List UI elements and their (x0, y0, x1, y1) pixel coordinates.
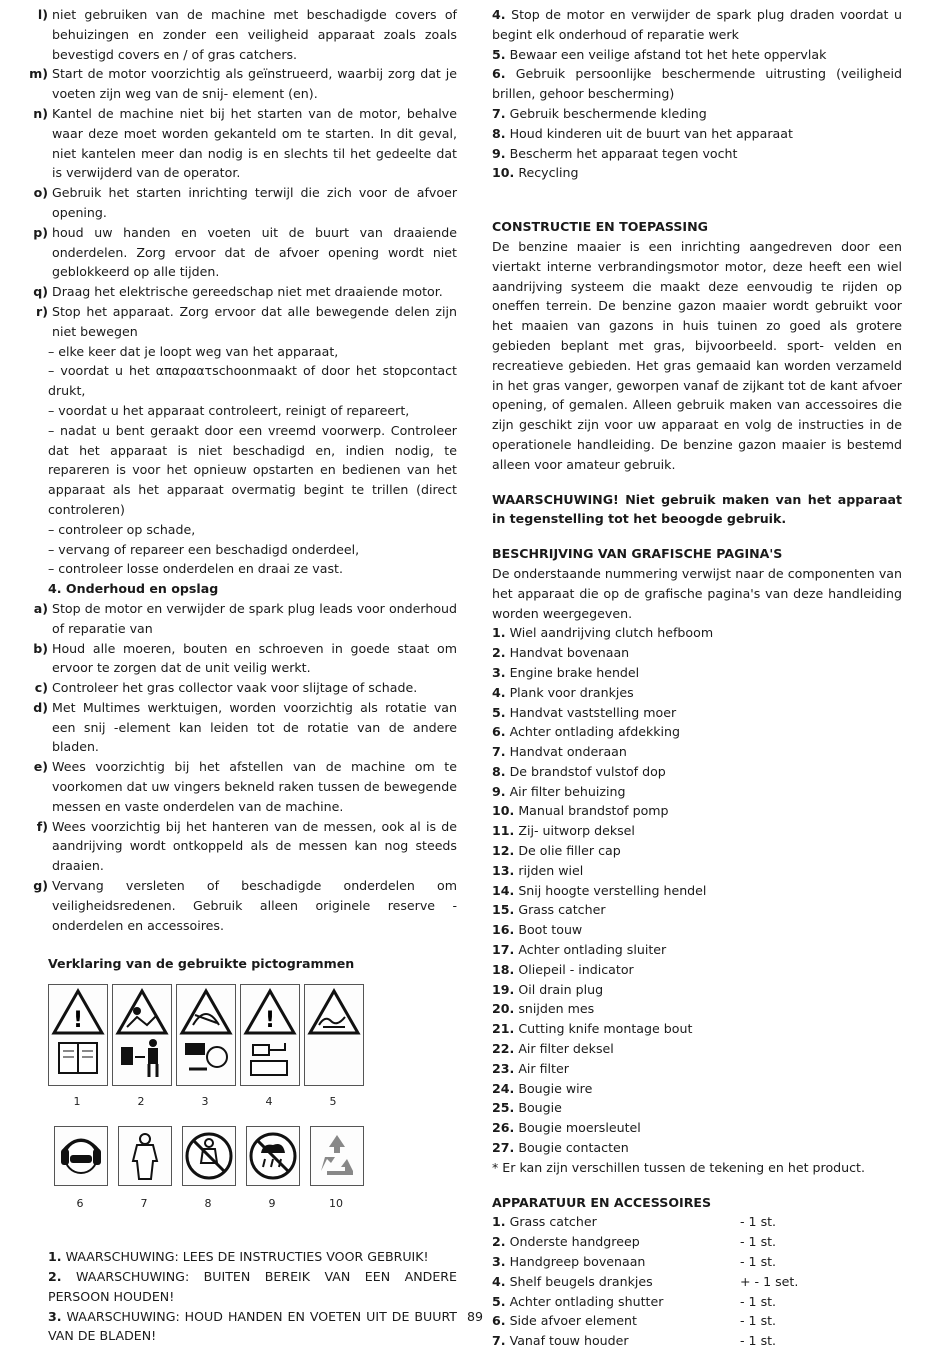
item-number: 4. (492, 7, 506, 22)
safety-item (22, 104, 457, 183)
maintenance-item (22, 757, 457, 816)
item-number: 1. (48, 1249, 62, 1265)
warning-text: WAARSCHUWING! Niet gebruik maken van het apparaat in tegenstelling tot het beoogde gebruik. (492, 491, 902, 527)
component-item (492, 980, 902, 1000)
item-label: r) (36, 303, 48, 319)
item-number: 9. (492, 783, 506, 799)
item-number: 6. (492, 66, 506, 82)
item-text: Stop de motor en verwijder de spark plug leads voor onderhoud of reparatie van (52, 600, 457, 636)
safety-item (22, 183, 457, 223)
accessories-title: APPARATUUR EN ACCESSOIRES (492, 1194, 712, 1210)
sublist-line: – elke keer dat je loopt weg van het apparaat, (48, 343, 339, 359)
component-item (492, 841, 902, 861)
item-text: Controleer het gras collector vaak voor slijtage of schade. (52, 680, 418, 696)
item-text: WAARSCHUWING: BUITEN BEREIK VAN EEN ANDERE PERSOON HOUDEN! (48, 1269, 457, 1304)
page-number: 89 (466, 1309, 484, 1324)
pictogram-explanation (48, 1247, 457, 1267)
item-number: 16. (492, 922, 515, 938)
svg-text:!: ! (264, 1008, 276, 1034)
accessory-name (492, 1212, 740, 1232)
item-text: Oil drain plug (514, 981, 604, 997)
pictogram-title: Verklaring van de gebruikte pictogrammen (48, 956, 355, 972)
item-text: houd uw handen en voeten uit de buurt van draaiende onderdelen. Zorg ervoor dat de afvoer opening wordt niet geblokkeerd op alle tijden. (52, 224, 457, 280)
item-text: Air filter behuizing (505, 783, 626, 799)
item-text: Houd alle moeren, bouten en schroeven in goede staat om ervoor te zorgen dat de unit veilig werkt. (52, 640, 457, 676)
pictogram-explanation (492, 45, 902, 65)
safety-item (22, 5, 457, 64)
maintenance-item (22, 876, 457, 935)
pictogram-explanation (492, 5, 902, 45)
component-item (492, 1039, 902, 1059)
item-number: 22. (492, 1041, 515, 1057)
item-number: 20. (492, 1001, 515, 1017)
accessory-name (492, 1272, 740, 1292)
component-item (492, 801, 902, 821)
item-text: Air filter (514, 1060, 569, 1076)
graphics-title: BESCHRIJVING VAN GRAFISCHE PAGINA'S (492, 546, 783, 562)
item-number: 25. (492, 1100, 515, 1116)
maintenance-item (22, 599, 457, 639)
svg-text:!: ! (72, 1008, 84, 1034)
accessory-qty: - 1 st. (740, 1293, 777, 1309)
item-number: 26. (492, 1120, 515, 1136)
item-text: Manual brandstof pomp (514, 803, 669, 819)
safety-item (22, 223, 457, 282)
item-text: Engine brake hendel (505, 664, 640, 680)
accessory-qty: - 1 st. (740, 1333, 777, 1349)
item-text: snijden mes (514, 1001, 595, 1017)
item-text: Stop de motor en verwijder de spark plug draden voordat u begint elk onderhoud of reparatie werk (492, 7, 902, 42)
component-item (492, 1019, 902, 1039)
item-number: 8. (492, 763, 506, 779)
accessory-row (492, 1212, 902, 1232)
item-text: Air filter deksel (514, 1041, 614, 1057)
item-number: 12. (492, 843, 515, 859)
item-label: m) (29, 66, 48, 82)
component-item (492, 1098, 902, 1118)
pictogram-explanation (492, 144, 902, 164)
item-text: Handvat vaststelling moer (505, 704, 677, 720)
sublist-line: – voordat u het απαραατschoonmaakt of door het stopcontact drukt, (48, 363, 457, 399)
components-note: * Er kan zijn verschillen tussen de tekening en het product. (492, 1159, 865, 1175)
pictogram-number: 8 (204, 1197, 212, 1211)
accessory-name (492, 1331, 740, 1351)
item-label: c) (34, 680, 48, 696)
sublist-line: – vervang of repareer een beschadigd onderdeel, (48, 541, 360, 557)
item-number: 5. (492, 1293, 506, 1309)
component-item (492, 881, 902, 901)
pictogram-explanation (492, 163, 902, 183)
component-item (492, 940, 902, 960)
maintenance-item (22, 698, 457, 757)
item-text: Wiel aandrijving clutch hefboom (505, 625, 714, 641)
item-text: Bougie wire (514, 1080, 593, 1096)
graphics-intro: De onderstaande nummering verwijst naar de componenten van het apparaat die op de grafische pagina's van deze handleiding worden weergegeven. (492, 565, 902, 621)
item-text: Plank voor drankjes (505, 684, 634, 700)
item-number: 1. (492, 625, 506, 641)
item-number: 13. (492, 862, 515, 878)
construction-title: CONSTRUCTIE EN TOEPASSING (492, 219, 708, 235)
component-item (492, 703, 902, 723)
accessory-name (492, 1252, 740, 1272)
item-number: 5. (492, 704, 506, 720)
construction-text: De benzine maaier is een inrichting aangedreven door een viertakt interne verbrandingsmotor motor, deze heeft een wiel aandrijving systeem die maakt deze eenvoudig te rijden op oneffen terrein. De benzine gazon maaier wordt gebruikt voor het maaien van gazons in huis tuinen zo goed als grotere gebieden beplant met gras, bijvoorbeeld. sport- velden en recreatieve gebieden. Het gras gemaaid kan worden verzameld in het gras vanger, geworpen vanaf de zijkant tot de kant afvoer opening, of gemalen. Alleen gebruik maken van accessoires die zijn geschikt zijn voor uw apparaat en volg de instructies in de operationele handleiding. De benzine gazon maaier is bestemd alleen voor amateur gebruik. (492, 238, 902, 472)
item-number: 3. (492, 1254, 506, 1270)
component-item (492, 1079, 902, 1099)
component-item (492, 623, 902, 643)
item-text: Bewaar een veilige afstand tot het hete oppervlak (505, 46, 827, 62)
pictogram-number: 3 (201, 1095, 209, 1109)
pictogram-number: 10 (329, 1197, 343, 1211)
stop-device-sublist (22, 342, 457, 580)
item-label: p) (33, 224, 48, 240)
pictogram-explanation (492, 104, 902, 124)
component-item (492, 920, 902, 940)
item-text: Draag het elektrische gereedschap niet met draaiende motor. (52, 284, 443, 300)
item-label: d) (33, 699, 48, 715)
protective-clothing-icon (118, 1126, 172, 1186)
item-text: Snij hoogte verstelling hendel (514, 882, 707, 898)
item-text: De brandstof vulstof dop (505, 763, 666, 779)
safety-item (22, 64, 457, 104)
item-text: Wees voorzichtig bij het afstellen van de machine om te voorkomen dat uw vingers bekneld raken tussen de bewegende messen en vaste onderdelen van de machine. (52, 759, 457, 814)
item-text: Kantel de machine niet bij het starten van de motor, behalve waar deze moet worden gekanteld om te starten. In dit geval, niet kantelen meer dan nodig is en slechts til het gedeelte dat is verwijderd van de operator. (52, 105, 457, 181)
safety-item (22, 282, 457, 302)
accessory-qty: - 1 st. (740, 1214, 777, 1230)
item-number: 10. (492, 803, 515, 819)
pictogram-number: 4 (265, 1095, 273, 1109)
item-text: niet gebruiken van de machine met beschadigde covers of behuizingen en zonder een veiligheid apparaat zoals zoals bevestigd covers en / of gras catchers. (52, 7, 457, 62)
item-number: 6. (492, 1313, 506, 1329)
item-text: Handvat bovenaan (505, 645, 630, 661)
item-text: Stop het apparaat. Zorg ervoor dat alle bewegende delen zijn niet bewegen (52, 303, 457, 339)
item-label: l) (37, 7, 48, 22)
item-text: Grass catcher (514, 902, 606, 918)
item-number: 7. (492, 744, 506, 760)
sublist-line: – controleer losse onderdelen en draai ze vast. (48, 561, 343, 577)
item-text: De olie filler cap (514, 843, 621, 859)
accessory-qty: - 1 st. (740, 1313, 777, 1329)
component-item (492, 821, 902, 841)
item-number: 14. (492, 882, 515, 898)
item-text: Vervang versleten of beschadigde onderdelen om veiligheidsredenen. Gebruik alleen originele reserve -onderdelen en accessoires. (52, 878, 457, 933)
item-text: Wees voorzichtig bij het hanteren van de messen, ook al is de aandrijving wordt ontkoppeld als de messen kan nog steeds draaien. (52, 818, 457, 874)
item-number: 7. (492, 1333, 506, 1349)
component-item (492, 900, 902, 920)
component-item (492, 1118, 902, 1138)
keep-hands-feet-away-icon (176, 984, 236, 1086)
pictogram-number: 2 (137, 1095, 145, 1109)
spark-plug-disconnect-icon (240, 984, 300, 1086)
item-text: Achter ontlading sluiter (514, 942, 667, 958)
pictogram-explanations (22, 1247, 457, 1346)
pictogram-number: 1 (73, 1095, 81, 1109)
sublist-line: – nadat u bent geraakt door een vreemd voorwerp. Controleer dat het apparaat is niet beschadigd en, indien nodig, te repareren is voor het opnieuw opstarten en bedienen van het apparaat als het apparaat overmatig begint te trillen (direct controleren) (48, 422, 457, 517)
component-item (492, 1138, 902, 1158)
sublist-line: – voordat u het apparaat controleert, reinigt of repareert, (48, 402, 410, 418)
item-number: 15. (492, 902, 515, 918)
item-number: 1. (492, 1214, 506, 1230)
component-item (492, 722, 902, 742)
accessory-row (492, 1252, 902, 1272)
keep-children-away-icon (182, 1126, 236, 1186)
item-text: Recycling (514, 165, 579, 181)
component-item (492, 960, 902, 980)
item-label: e) (33, 759, 48, 775)
accessory-row (492, 1232, 902, 1252)
component-item (492, 742, 902, 762)
item-text: Side afvoer element (505, 1313, 637, 1329)
item-number: 4. (492, 684, 506, 700)
item-label: q) (33, 284, 48, 300)
read-manual-icon (48, 984, 108, 1086)
item-text: Oliepeil - indicator (514, 961, 634, 977)
item-number: 5. (492, 46, 506, 62)
protect-from-moisture-icon (246, 1126, 300, 1186)
component-item (492, 762, 902, 782)
component-item (492, 861, 902, 881)
component-item (492, 782, 902, 802)
pictogram-number: 9 (268, 1197, 276, 1211)
item-text: Grass catcher (505, 1214, 597, 1230)
sublist-line: – controleer op schade, (48, 521, 196, 537)
maintenance-item (22, 678, 457, 698)
item-number: 27. (492, 1140, 515, 1156)
item-number: 9. (492, 145, 506, 161)
accessory-row (492, 1272, 902, 1292)
item-label: o) (33, 185, 48, 201)
maintenance-list (22, 599, 457, 936)
item-text: Boot touw (514, 922, 583, 938)
item-text: Cutting knife montage bout (514, 1021, 693, 1037)
maintenance-item (22, 817, 457, 876)
safety-item (22, 302, 457, 342)
item-number: 17. (492, 942, 515, 958)
pictogram-explanation (492, 64, 902, 104)
pictogram-number: 5 (329, 1095, 337, 1109)
item-number: 11. (492, 823, 515, 839)
item-number: 23. (492, 1060, 515, 1076)
item-number: 3. (48, 1308, 62, 1324)
item-label: f) (36, 818, 48, 834)
pictogram-explanation (48, 1267, 457, 1307)
item-number: 6. (492, 724, 506, 740)
item-number: 21. (492, 1021, 515, 1037)
pictogram-explanations-cont (492, 5, 902, 183)
component-item (492, 643, 902, 663)
item-text: Bougie contacten (514, 1140, 629, 1156)
item-text: Gebruik het starten inrichting terwijl die zich voor de afvoer opening. (52, 185, 457, 220)
item-number: 2. (48, 1269, 62, 1285)
item-number: 19. (492, 981, 515, 997)
item-label: n) (33, 105, 48, 121)
hot-surface-icon (304, 984, 364, 1086)
item-text: Bougie (514, 1100, 562, 1116)
item-label: a) (33, 600, 48, 616)
keep-bystanders-away-icon (112, 984, 172, 1086)
accessory-qty: - 1 st. (740, 1234, 777, 1250)
section-4-title: 4. Onderhoud en opslag (48, 581, 219, 597)
item-text: Gebruik persoonlijke beschermende uitrusting (veiligheid brillen, gehoor bescherming) (492, 66, 902, 102)
left-column (22, 5, 457, 1346)
item-text: Bescherm het apparaat tegen vocht (505, 145, 738, 161)
item-text: Shelf beugels drankjes (505, 1273, 653, 1289)
item-number: 7. (492, 105, 506, 121)
accessories-list (492, 1212, 902, 1351)
components-list (492, 623, 902, 1158)
recycling-icon (310, 1126, 364, 1186)
item-text: Achter ontlading shutter (505, 1293, 664, 1309)
accessory-qty: - 1 st. (740, 1254, 777, 1270)
item-number: 2. (492, 1234, 506, 1250)
item-text: WAARSCHUWING: LEES DE INSTRUCTIES VOOR GEBRUIK! (61, 1249, 429, 1265)
pictogram-number: 7 (140, 1197, 148, 1211)
item-text: Houd kinderen uit de buurt van het apparaat (505, 125, 793, 141)
ear-eye-protection-icon (54, 1126, 108, 1186)
right-column (492, 5, 902, 1351)
item-text: Bougie moersleutel (514, 1120, 641, 1136)
accessory-row (492, 1331, 902, 1351)
item-number: 3. (492, 664, 506, 680)
safety-list-part-1 (22, 5, 457, 342)
item-text: Achter ontlading afdekking (505, 724, 680, 740)
pictogram-explanation (492, 124, 902, 144)
item-number: 4. (492, 1273, 506, 1289)
component-item (492, 683, 902, 703)
item-text: rijden wiel (514, 862, 584, 878)
item-number: 8. (492, 125, 506, 141)
component-item (492, 663, 902, 683)
item-text: Gebruik beschermende kleding (505, 105, 707, 121)
item-text: Start de motor voorzichtig als geïnstrueerd, waarbij zorg dat je voeten zijn weg van de snij- element (en). (52, 66, 457, 102)
component-item (492, 1059, 902, 1079)
accessory-qty: + - 1 set. (740, 1273, 799, 1289)
item-number: 2. (492, 645, 506, 661)
accessory-name (492, 1232, 740, 1252)
item-text: Zij- uitworp deksel (514, 823, 635, 839)
item-text: Onderste handgreep (505, 1234, 640, 1250)
item-text: WAARSCHUWING: HOUD HANDEN EN VOETEN UIT DE BUURT VAN DE BLADEN! (48, 1308, 457, 1344)
component-item (492, 999, 902, 1019)
item-text: Handvat onderaan (505, 744, 627, 760)
pictogram-panel (22, 974, 457, 1234)
item-text: Vanaf touw houder (505, 1333, 629, 1349)
item-text: Handgreep bovenaan (505, 1254, 646, 1270)
item-label: b) (33, 640, 48, 656)
item-label: g) (33, 878, 48, 894)
maintenance-item (22, 639, 457, 679)
item-number: 10. (492, 165, 515, 181)
item-number: 24. (492, 1080, 515, 1096)
pictogram-number: 6 (76, 1197, 84, 1211)
item-number: 18. (492, 961, 515, 977)
item-text: Met Multimes werktuigen, worden voorzichtig als rotatie van een snij -element kan leiden tot de rotatie van de andere bladen. (52, 699, 457, 755)
